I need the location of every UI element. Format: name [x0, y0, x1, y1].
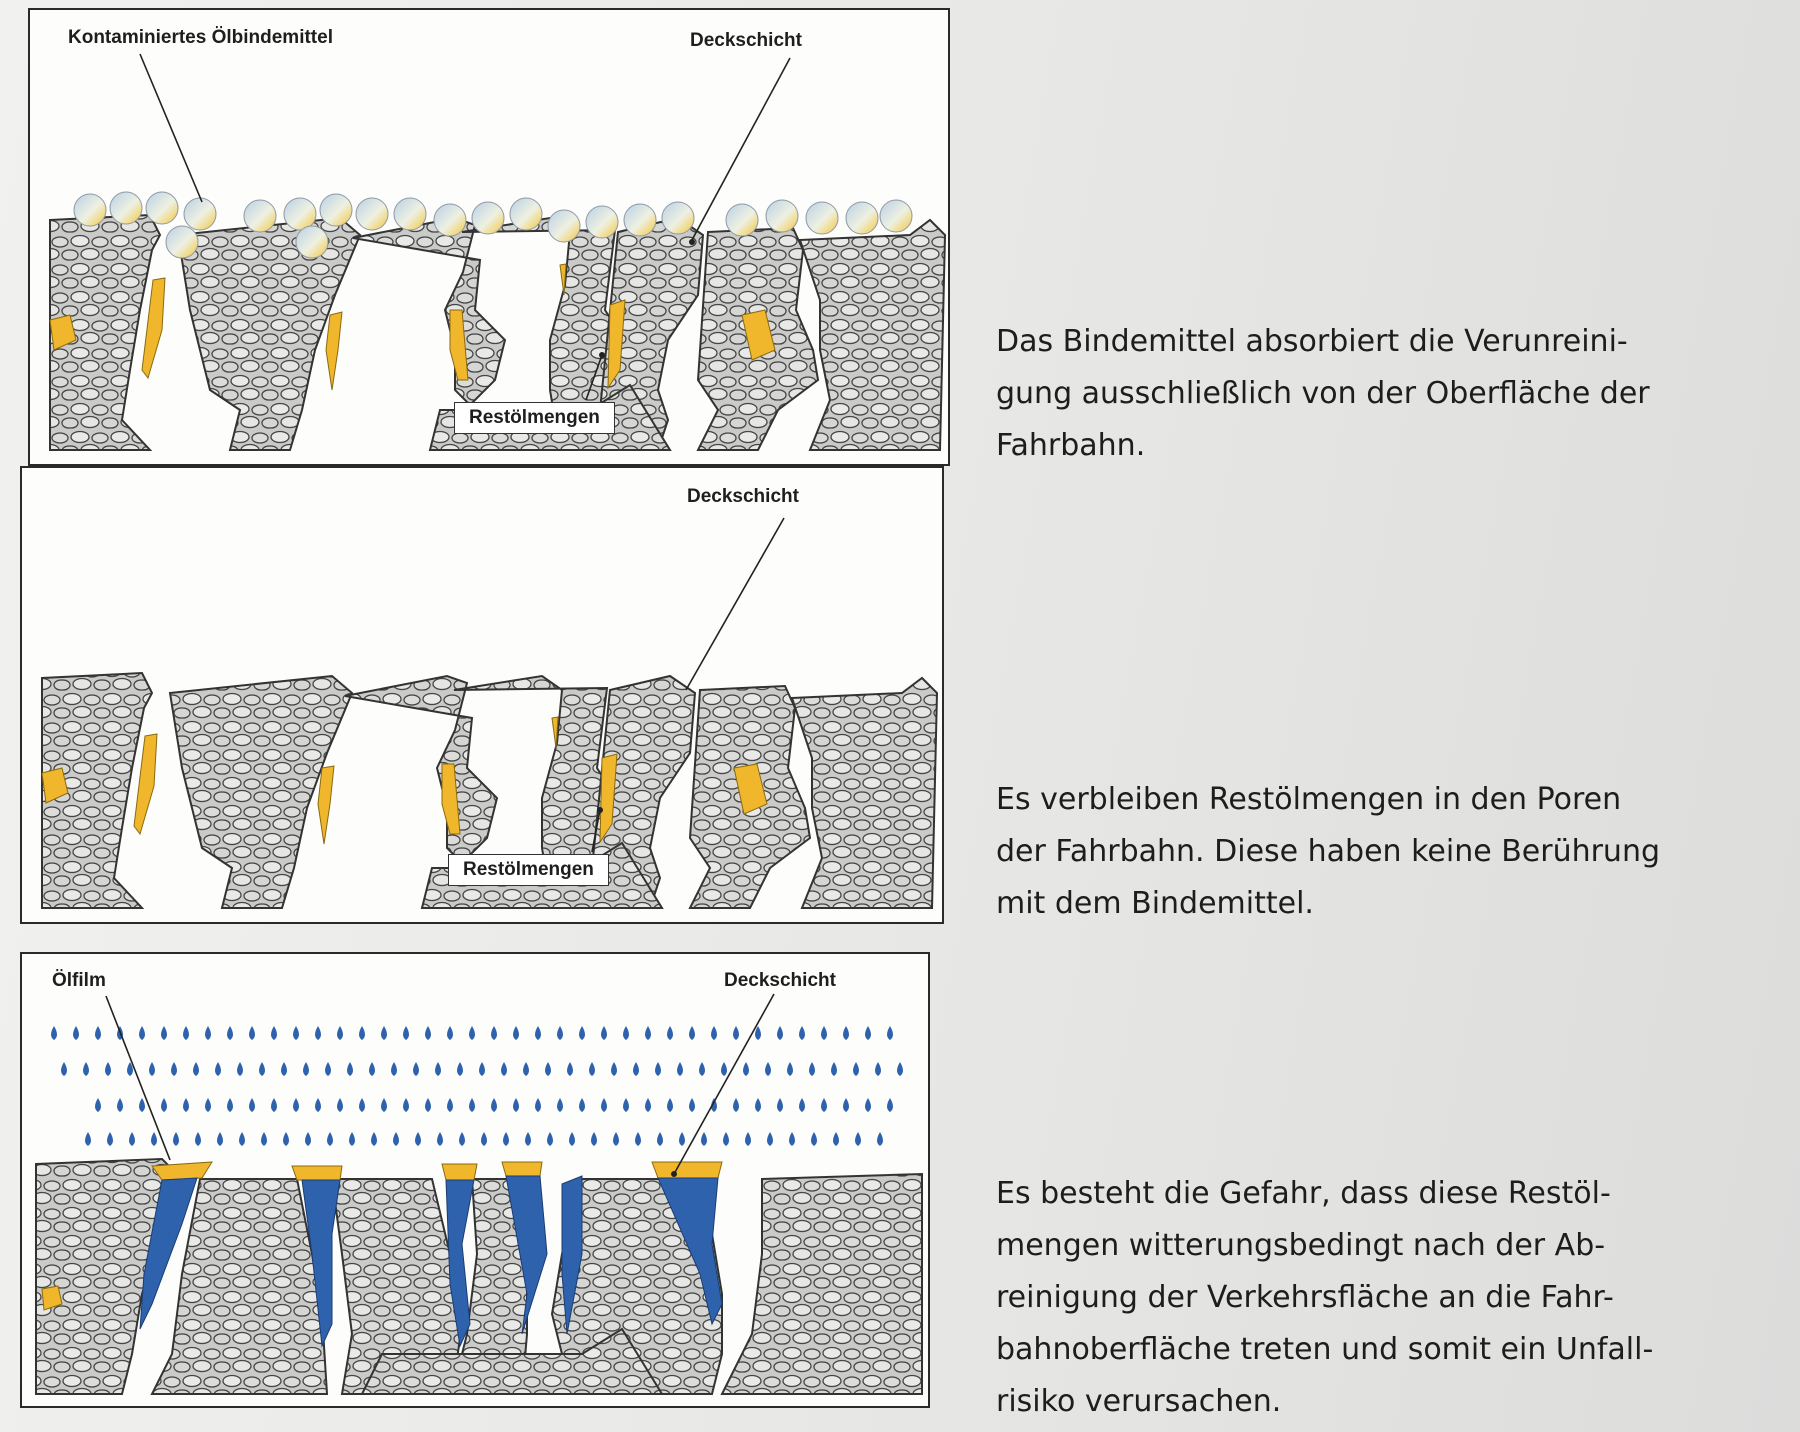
- rain-drop: [865, 1026, 871, 1040]
- description-panel-3: [996, 1168, 1796, 1428]
- rain-drop: [613, 1132, 619, 1146]
- description-panel-1: [996, 316, 1796, 472]
- rain-drop: [459, 1132, 465, 1146]
- rain-drop: [303, 1062, 309, 1076]
- rain-drop: [381, 1026, 387, 1040]
- rain-drop: [479, 1062, 485, 1076]
- rain-drop: [337, 1098, 343, 1112]
- rain-drop: [117, 1098, 123, 1112]
- rain-drop: [381, 1098, 387, 1112]
- label-top-layer: Deckschicht: [724, 970, 836, 991]
- rain-drop: [393, 1132, 399, 1146]
- rain-drop: [447, 1026, 453, 1040]
- rain-drop: [51, 1026, 57, 1040]
- rain-drop: [195, 1132, 201, 1146]
- rain-drop: [369, 1062, 375, 1076]
- rain-drop: [359, 1026, 365, 1040]
- diagram-panel-1: [28, 8, 950, 466]
- rain-drop: [413, 1062, 419, 1076]
- rain-drop: [833, 1132, 839, 1146]
- rain-drop: [205, 1098, 211, 1112]
- panel-1-illustration: [30, 10, 950, 466]
- rain-drop: [535, 1098, 541, 1112]
- rain-drop: [95, 1026, 101, 1040]
- rain-drop: [217, 1132, 223, 1146]
- rain-drop: [239, 1132, 245, 1146]
- rain-drop: [745, 1132, 751, 1146]
- diagram-panel-3: [20, 952, 930, 1408]
- rain-drop: [83, 1062, 89, 1076]
- rain-drop: [129, 1132, 135, 1146]
- rain-drop: [183, 1098, 189, 1112]
- rain-drop: [347, 1062, 353, 1076]
- rain-drop: [95, 1098, 101, 1112]
- rain-drop: [183, 1026, 189, 1040]
- rain-drop: [633, 1062, 639, 1076]
- rain-drop: [689, 1026, 695, 1040]
- rain-drop: [767, 1132, 773, 1146]
- rain-drop: [569, 1132, 575, 1146]
- rain-drop: [657, 1132, 663, 1146]
- rain-drop: [259, 1062, 265, 1076]
- rain-drop: [227, 1098, 233, 1112]
- rain-drop: [283, 1132, 289, 1146]
- rain-drop: [777, 1026, 783, 1040]
- rain-drop: [689, 1098, 695, 1112]
- rain-drop: [645, 1098, 651, 1112]
- desc-line: Es besteht die Gefahr, dass diese Restöl-: [996, 1176, 1611, 1211]
- desc-line: Es verbleiben Restölmengen in den Poren: [996, 782, 1622, 817]
- rain-drop: [359, 1098, 365, 1112]
- rain-drop: [151, 1132, 157, 1146]
- rain-drop: [733, 1026, 739, 1040]
- rain-drop: [447, 1098, 453, 1112]
- label-oil-film: Ölfilm: [52, 970, 106, 991]
- rain-drop: [281, 1062, 287, 1076]
- rain-drop: [73, 1026, 79, 1040]
- rain-drop: [843, 1026, 849, 1040]
- rain-drop: [205, 1026, 211, 1040]
- rain-drop: [491, 1098, 497, 1112]
- rain-drop: [85, 1132, 91, 1146]
- rain-drop: [843, 1098, 849, 1112]
- rain-drop: [491, 1026, 497, 1040]
- rain-drop: [699, 1062, 705, 1076]
- rain-drop: [139, 1026, 145, 1040]
- rain-drop: [579, 1098, 585, 1112]
- rain-drop: [623, 1026, 629, 1040]
- rain-drop: [831, 1062, 837, 1076]
- desc-line: risiko verursachen.: [996, 1384, 1282, 1419]
- rain-drop: [293, 1098, 299, 1112]
- rain-drop: [327, 1132, 333, 1146]
- rain-drop: [887, 1026, 893, 1040]
- rain-drop: [875, 1062, 881, 1076]
- rain-drop: [425, 1098, 431, 1112]
- rain-drop: [545, 1062, 551, 1076]
- rain-drop: [61, 1062, 67, 1076]
- rain-drop: [567, 1062, 573, 1076]
- desc-line: mengen witterungsbedingt nach der Ab-: [996, 1228, 1606, 1263]
- rain-drops: [51, 1026, 903, 1146]
- rain-drop: [877, 1132, 883, 1146]
- desc-line: Fahrbahn.: [996, 428, 1146, 463]
- rain-drop: [425, 1026, 431, 1040]
- rain-drop: [601, 1026, 607, 1040]
- rain-drop: [897, 1062, 903, 1076]
- rain-drop: [645, 1026, 651, 1040]
- label-top-layer: Deckschicht: [687, 486, 799, 507]
- rain-drop: [215, 1062, 221, 1076]
- rain-drop: [535, 1026, 541, 1040]
- rain-drop: [503, 1132, 509, 1146]
- rain-drop: [173, 1132, 179, 1146]
- rain-drop: [557, 1026, 563, 1040]
- rain-drop: [743, 1062, 749, 1076]
- rain-drop: [161, 1098, 167, 1112]
- rain-drop: [777, 1098, 783, 1112]
- rain-drop: [469, 1026, 475, 1040]
- rain-drop: [523, 1062, 529, 1076]
- rain-drop: [105, 1062, 111, 1076]
- rain-drop: [789, 1132, 795, 1146]
- rain-drop: [149, 1062, 155, 1076]
- rain-drop: [667, 1098, 673, 1112]
- desc-line: mit dem Bindemittel.: [996, 886, 1314, 921]
- rain-drop: [437, 1132, 443, 1146]
- rain-drop: [591, 1132, 597, 1146]
- rain-drop: [391, 1062, 397, 1076]
- rain-drop: [227, 1026, 233, 1040]
- rain-drop: [107, 1132, 113, 1146]
- rain-drop: [799, 1098, 805, 1112]
- rain-drop: [249, 1098, 255, 1112]
- rain-drop: [349, 1132, 355, 1146]
- rain-drop: [403, 1026, 409, 1040]
- desc-line: der Fahrbahn. Diese haben keine Berührung: [996, 834, 1660, 869]
- rain-drop: [635, 1132, 641, 1146]
- rain-drop: [679, 1132, 685, 1146]
- rain-drop: [721, 1062, 727, 1076]
- rain-drop: [723, 1132, 729, 1146]
- rain-drop: [513, 1098, 519, 1112]
- rain-drop: [435, 1062, 441, 1076]
- rain-drop: [811, 1132, 817, 1146]
- leader-lines: [106, 994, 774, 1174]
- rain-drop: [403, 1098, 409, 1112]
- rain-drop: [887, 1098, 893, 1112]
- rain-drop: [821, 1098, 827, 1112]
- description-panel-2: [996, 774, 1796, 930]
- rain-drop: [325, 1062, 331, 1076]
- rain-drop: [821, 1026, 827, 1040]
- rain-drop: [855, 1132, 861, 1146]
- rain-drop: [271, 1026, 277, 1040]
- rain-drop: [853, 1062, 859, 1076]
- desc-line: bahnoberfläche treten und somit ein Unfall-: [996, 1332, 1654, 1367]
- rain-drop: [139, 1098, 145, 1112]
- label-residual-oil: Restölmengen: [454, 402, 615, 434]
- rain-drop: [371, 1132, 377, 1146]
- rain-drop: [765, 1062, 771, 1076]
- rain-drop: [337, 1026, 343, 1040]
- diagram-panel-2: [20, 466, 944, 924]
- rain-drop: [249, 1026, 255, 1040]
- rain-drop: [415, 1132, 421, 1146]
- rain-drop: [171, 1062, 177, 1076]
- rain-drop: [601, 1098, 607, 1112]
- rain-drop: [865, 1098, 871, 1112]
- rain-drop: [513, 1026, 519, 1040]
- desc-line: reinigung der Verkehrsfläche an die Fahr-: [996, 1280, 1614, 1315]
- rain-drop: [457, 1062, 463, 1076]
- rain-drop: [305, 1132, 311, 1146]
- rain-drop: [557, 1098, 563, 1112]
- rain-drop: [655, 1062, 661, 1076]
- rain-drop: [701, 1132, 707, 1146]
- rain-drop: [271, 1098, 277, 1112]
- rain-drop: [501, 1062, 507, 1076]
- panel-3-illustration: [22, 954, 930, 1408]
- rain-drop: [755, 1098, 761, 1112]
- rain-drop: [787, 1062, 793, 1076]
- rain-drop: [733, 1098, 739, 1112]
- rain-drop: [469, 1098, 475, 1112]
- rain-drop: [293, 1026, 299, 1040]
- label-residual-oil: Restölmengen: [448, 854, 609, 886]
- rain-drop: [161, 1026, 167, 1040]
- rain-drop: [799, 1026, 805, 1040]
- rain-drop: [193, 1062, 199, 1076]
- rain-drop: [547, 1132, 553, 1146]
- rain-drop: [315, 1098, 321, 1112]
- label-top-layer: Deckschicht: [690, 30, 802, 51]
- rain-drop: [481, 1132, 487, 1146]
- rain-drop: [579, 1026, 585, 1040]
- rain-drop: [623, 1098, 629, 1112]
- desc-line: gung ausschließlich von der Oberfläche der: [996, 376, 1650, 411]
- rain-drop: [315, 1026, 321, 1040]
- rain-drop: [711, 1026, 717, 1040]
- rain-drop: [809, 1062, 815, 1076]
- label-contaminated-binder: Kontaminiertes Ölbindemittel: [68, 27, 333, 48]
- desc-line: Das Bindemittel absorbiert die Verunreini-: [996, 324, 1628, 359]
- rain-drop: [237, 1062, 243, 1076]
- rain-drop: [261, 1132, 267, 1146]
- rain-drop: [525, 1132, 531, 1146]
- rain-drop: [611, 1062, 617, 1076]
- rain-drop: [589, 1062, 595, 1076]
- rain-drop: [667, 1026, 673, 1040]
- rain-drop: [677, 1062, 683, 1076]
